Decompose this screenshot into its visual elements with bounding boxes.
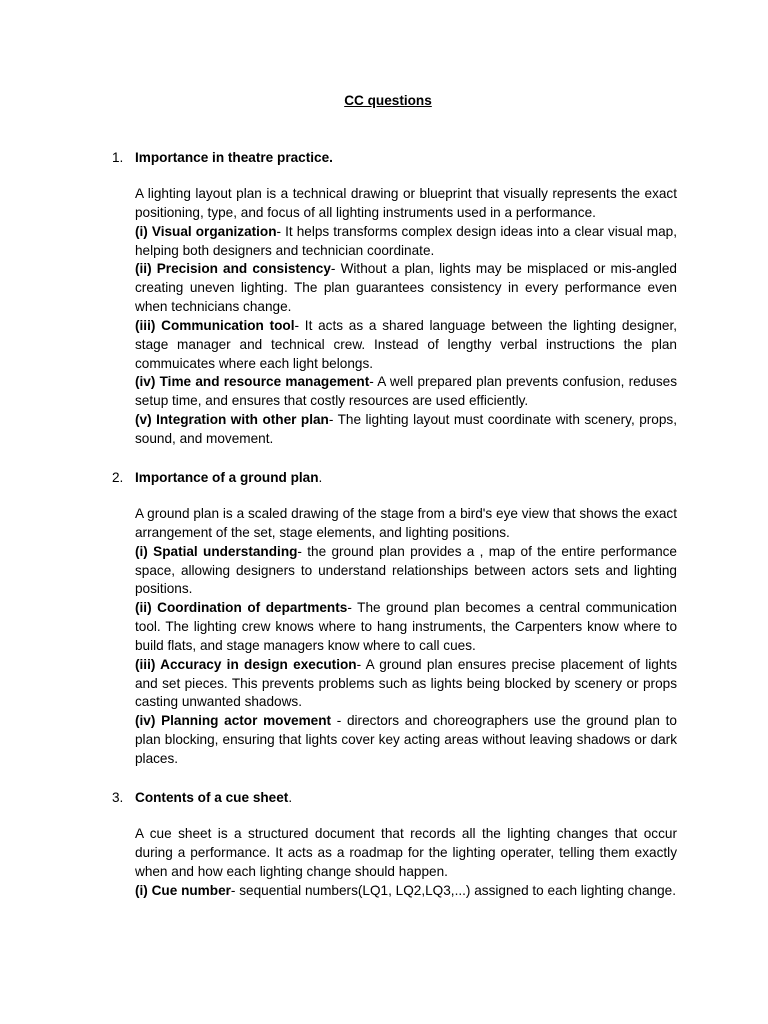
- section-heading: [135, 468, 677, 487]
- section-body: [135, 185, 677, 449]
- point: [135, 317, 677, 374]
- section-body: [135, 825, 677, 900]
- point: [135, 543, 677, 600]
- section-body: [135, 505, 677, 769]
- point-text: - The ground plan becomes a central communication tool. The lighting crew knows where to hang instruments, the Carpenters know where to build flats, and stage managers know where to call cues.: [135, 600, 677, 653]
- point-label: (i) Spatial understanding: [135, 543, 298, 559]
- point-text: - It acts as a shared language between the lighting designer, stage manager and technical crew. Instead of lengthy verbal instructions the plan commuicates where each light belongs.: [135, 317, 677, 371]
- point-label: (ii) Coordination of departments: [135, 600, 348, 616]
- section-heading-text: Contents of a cue sheet: [135, 790, 289, 805]
- point-label: (i) Visual organization: [135, 223, 277, 239]
- point-text: - directors and choreographers use the ground plan to plan blocking, ensuring that lights cover key acting areas without leaving shadows or dark places.: [135, 713, 677, 766]
- section-number: 2.: [112, 470, 124, 485]
- section-intro: A cue sheet is a structured document that records all the lighting changes that occur during a performance. It acts as a roadmap for the lighting operater, telling them exactly when and how each lighting change should happen.: [135, 826, 677, 879]
- point-label: (i) Cue number: [135, 882, 231, 898]
- point: [135, 599, 677, 656]
- point: [135, 373, 677, 411]
- point-label: (iii) Communication tool: [135, 317, 295, 333]
- point-text: - sequential numbers(LQ1, LQ2,LQ3,...) assigned to each lighting change.: [230, 882, 677, 898]
- section-heading-suffix: .: [288, 790, 293, 805]
- point: [135, 411, 677, 449]
- point: [135, 260, 677, 317]
- section-heading-text: Importance of a ground plan: [135, 470, 319, 485]
- point: [135, 712, 677, 769]
- section-heading: [135, 148, 677, 167]
- point: [135, 656, 677, 713]
- point-text: - Without a plan, lights may be misplaced or mis-angled creating uneven lighting. The plan guarantees consistency in every performance even when technicians change.: [135, 261, 677, 315]
- section-intro: A ground plan is a scaled drawing of the stage from a bird's eye view that shows the exact arrangement of the set, stage elements, and lighting positions.: [135, 506, 677, 540]
- point-label: (iii) Accuracy in design execution: [135, 656, 357, 672]
- point-label: (ii) Precision and consistency: [135, 261, 331, 277]
- point-text: - It helps transforms complex design ideas into a clear visual map, helping both designers and technician coordinate.: [135, 223, 677, 258]
- section-heading: [135, 788, 677, 807]
- point: [135, 223, 677, 261]
- section-number: 3.: [112, 790, 124, 805]
- section-number: 1.: [112, 150, 124, 165]
- point-text: - the ground plan provides a , map of the entire performance space, allowing designers to understand relationships between actors sets and lighting positions.: [135, 543, 677, 597]
- point-text: - A well prepared plan prevents confusion, reduses setup time, and ensures that costly resources are used efficiently.: [135, 374, 677, 409]
- section-heading-text: Importance in theatre practice.: [135, 150, 333, 165]
- section-heading-suffix: .: [318, 470, 323, 485]
- point-label: (iv) Planning actor movement: [135, 713, 332, 729]
- point-label: (iv) Time and resource management: [135, 374, 370, 390]
- point: [135, 882, 677, 901]
- page-title: CC questions: [344, 93, 432, 108]
- point-text: - A ground plan ensures precise placement of lights and set pieces. This prevents problems such as lights being blocked by scenery or props casting unwanted shadows.: [135, 656, 677, 710]
- section-intro: A lighting layout plan is a technical drawing or blueprint that visually represents the exact positioning, type, and focus of all lighting instruments used in a performance.: [135, 186, 677, 220]
- point-label: (v) Integration with other plan: [135, 412, 329, 428]
- point-text: - The lighting layout must coordinate with scenery, props, sound, and movement.: [135, 412, 677, 446]
